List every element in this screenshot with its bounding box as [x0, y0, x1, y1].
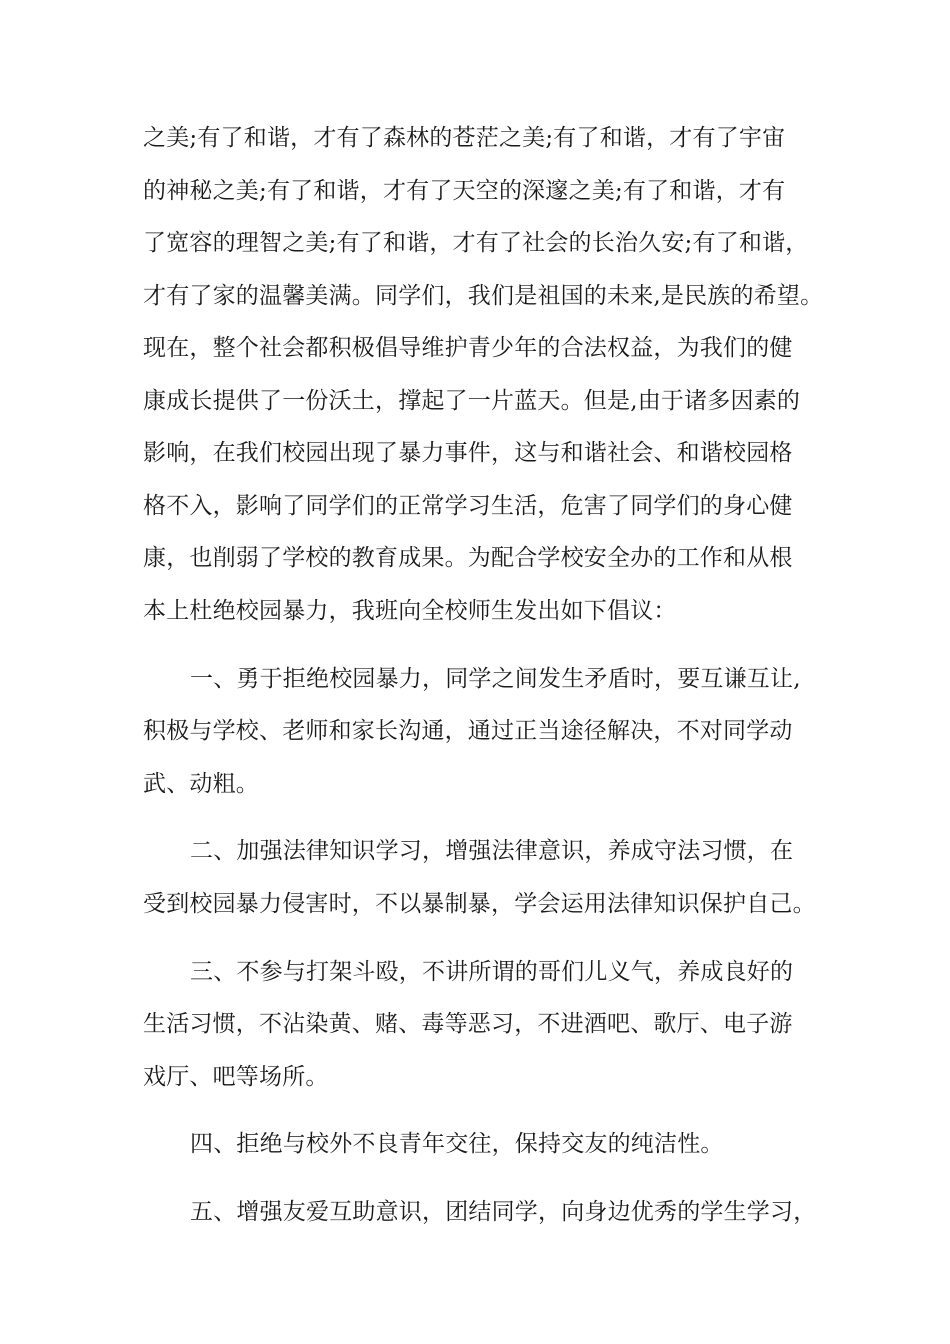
- proposal-3-line: 三、不参与打架斗殴，不讲所谓的哥们儿义气，养成良好的: [190, 959, 794, 985]
- text-line: 格不入，影响了同学们的正常学习生活，危害了同学们的身心健: [143, 493, 793, 519]
- proposal-4-line: 四、拒绝与校外不良青年交往，保持交友的纯洁性。: [190, 1131, 724, 1157]
- text-line: 康成长提供了一份沃土，撑起了一片蓝天。但是,由于诸多因素的: [143, 388, 801, 414]
- text-line: 的神秘之美;有了和谐，才有了天空的深邃之美;有了和谐，才有: [143, 178, 786, 204]
- proposal-2-line: 二、加强法律知识学习，增强法律意识，养成守法习惯，在: [190, 838, 794, 864]
- text-line: 本上杜绝校园暴力，我班向全校师生发出如下倡议：: [143, 598, 677, 624]
- text-line: 戏厅、吧等场所。: [143, 1064, 329, 1090]
- text-line: 生活习惯，不沾染黄、赌、毒等恶习，不进酒吧、歌厅、电子游: [143, 1011, 793, 1037]
- text-line: 影响，在我们校园出现了暴力事件，这与和谐社会、和谐校园格: [143, 440, 793, 466]
- text-line: 了宽容的理智之美;有了和谐，才有了社会的长治久安;有了和谐，: [143, 230, 809, 256]
- proposal-1-line: 一、勇于拒绝校园暴力，同学之间发生矛盾时，要互谦互让,: [190, 666, 801, 692]
- text-line: 现在，整个社会都积极倡导维护青少年的合法权益，为我们的健: [143, 335, 793, 361]
- text-line: 之美;有了和谐，才有了森林的苍茫之美;有了和谐，才有了宇宙: [143, 125, 786, 151]
- text-line: 受到校园暴力侵害时，不以暴制暴，学会运用法律知识保护自己。: [143, 891, 816, 917]
- text-line: 康，也削弱了学校的教育成果。为配合学校安全办的工作和从根: [143, 545, 793, 571]
- text-line: 武、动粗。: [143, 771, 259, 797]
- proposal-5-line: 五、增强友爱互助意识，团结同学，向身边优秀的学生学习，: [190, 1199, 817, 1225]
- text-line: 积极与学校、老师和家长沟通，通过正当途径解决，不对同学动: [143, 718, 793, 744]
- text-line: 才有了家的温馨美满。同学们，我们是祖国的未来,是民族的希望。: [143, 283, 824, 309]
